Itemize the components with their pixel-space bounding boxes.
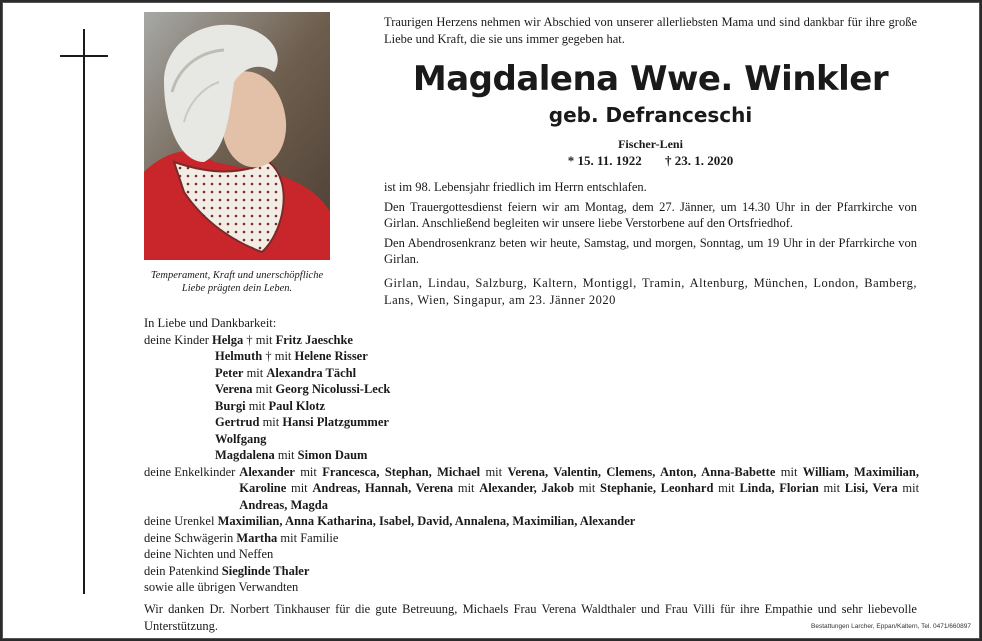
child-entry xyxy=(144,332,919,349)
with-word: mit xyxy=(578,481,596,495)
deceased-name: Magdalena Wwe. Winkler xyxy=(412,59,889,99)
birth-name: geb. Defranceschi xyxy=(548,103,753,127)
with-word: mit xyxy=(823,481,841,495)
partner-name: Helene Risser xyxy=(294,349,368,363)
children-list xyxy=(144,332,919,464)
portrait-photo xyxy=(144,12,330,260)
child-entry xyxy=(144,398,919,415)
with-word: mit xyxy=(262,415,280,429)
child-entry xyxy=(144,348,919,365)
service-info xyxy=(384,179,917,271)
with-word: mit xyxy=(457,481,475,495)
body-paragraph: Den Abendrosenkranz beten wir heute, Samstag, und morgen, Sonntag, um 19 Uhr in der Pfarrkirche von Girlan. xyxy=(384,235,917,266)
with-word: mit xyxy=(290,481,308,495)
child-name: Burgi xyxy=(215,398,246,413)
great-grandchildren-names: Maximilian, Anna Katharina, Isabel, David, Annalena, Maximilian, Alexander xyxy=(217,514,636,528)
with-word: mit xyxy=(277,448,295,462)
child-entry xyxy=(144,414,919,431)
with-word: mit xyxy=(718,481,735,495)
with-word: mit xyxy=(485,464,503,479)
sister-in-law-suffix: mit Familie xyxy=(280,530,339,545)
child-entry xyxy=(144,431,919,448)
with-word: mit xyxy=(780,464,798,479)
child-name: Gertrud xyxy=(215,415,260,429)
nickname: Fischer-Leni xyxy=(618,137,683,151)
grandchild-names: Linda, Florian xyxy=(739,481,819,495)
child-name: Helmuth xyxy=(215,349,263,363)
child-name: Magdalena xyxy=(215,448,275,462)
godchild-name: Sieglinde Thaler xyxy=(221,563,310,578)
child-entry xyxy=(144,381,919,398)
with-word: mit xyxy=(902,481,920,495)
grandchild-names: Andreas, Hannah, Verena xyxy=(312,481,454,495)
grandchildren-label: deine Enkelkinder xyxy=(144,464,236,479)
sister-in-law-label: deine Schwägerin xyxy=(144,530,234,545)
cross-mark: † xyxy=(246,332,253,347)
birth-date: * 15. 11. 1922 xyxy=(567,153,642,168)
partner-name: Georg Nicolussi-Leck xyxy=(275,382,391,396)
partner-name: Hansi Platzgummer xyxy=(282,415,389,429)
grandchild-names: Alexander xyxy=(239,464,295,479)
sister-in-law-name: Martha xyxy=(236,530,278,545)
with-word: mit xyxy=(274,349,292,363)
great-grandchildren xyxy=(144,513,919,530)
with-word: mit xyxy=(246,365,264,380)
death-date: † 23. 1. 2020 xyxy=(665,153,734,168)
cross-symbol-bar xyxy=(60,55,108,57)
child-name: Verena xyxy=(215,382,253,396)
places-and-date: Girlan, Lindau, Salzburg, Kaltern, Montiggl, Tramin, Altenburg, München, London, Bamberg, Lans, Wien, Singapur, am 23. Jänner 2020 xyxy=(384,276,917,307)
intro-text: Traurigen Herzens nehmen wir Abschied von unserer allerliebsten Mama und sind dankbar für ihre große Liebe und Kraft, die sie uns immer gegeben hat. xyxy=(384,15,917,46)
obituary-notice xyxy=(2,2,980,639)
family-heading: In Liebe und Dankbarkeit: xyxy=(144,316,277,330)
partner-name: Fritz Jaeschke xyxy=(275,332,353,347)
family-list xyxy=(144,315,919,596)
godchild-label: dein Patenkind xyxy=(144,563,219,578)
grandchild-names: Francesca, Stephan, Michael xyxy=(322,464,481,479)
children-label: deine Kinder xyxy=(144,332,209,347)
grandchildren xyxy=(144,464,919,514)
partner-name: Simon Daum xyxy=(297,448,368,462)
cross-mark: † xyxy=(265,349,272,363)
life-dates xyxy=(384,153,917,170)
grandchild-names: Stephanie, Leonhard xyxy=(600,481,714,495)
funeral-home-footer: Bestattungen Larcher, Eppan/Kaltern, Tel. 0471/660897 xyxy=(811,622,971,630)
great-grandchildren-label: deine Urenkel xyxy=(144,514,215,528)
with-word: mit xyxy=(300,464,317,479)
sister-in-law xyxy=(144,530,919,547)
child-entry xyxy=(144,447,919,464)
thanks-text: Wir danken Dr. Norbert Tinkhauser für die gute Betreuung, Michaels Frau Verena Waldthaler und Frau Villi für ihre Empathie und sehr liebevolle Unterstützung. xyxy=(144,602,917,633)
cross-symbol xyxy=(83,29,85,594)
nieces-nephews: deine Nichten und Neffen xyxy=(144,547,274,561)
child-entry xyxy=(144,365,919,382)
grandchild-names: Lisi, Vera xyxy=(844,481,898,495)
other-relatives: sowie alle übrigen Verwandten xyxy=(144,580,299,594)
photo-caption: Temperament, Kraft und unerschöpfliche Liebe prägten dein Leben. xyxy=(150,270,324,294)
grandchild-names: Alexander, Jakob xyxy=(479,481,575,495)
grandchild-names: Andreas, Magda xyxy=(239,497,328,512)
with-word: mit xyxy=(255,332,273,347)
grandchild-names: Verena, Valentin, Clemens, Anton, Anna-Babette xyxy=(507,464,776,479)
partner-name: Alexandra Tächl xyxy=(266,365,357,380)
child-name: Peter xyxy=(215,365,244,380)
with-word: mit xyxy=(255,382,273,396)
body-paragraph: Den Trauergottesdienst feiern wir am Montag, dem 27. Jänner, um 14.30 Uhr in der Pfarrkirche von Girlan. Anschließend begleiten wir unsere liebe Verstorbene auf den Ortsfriedhof. xyxy=(384,199,917,230)
partner-name: Paul Klotz xyxy=(268,398,326,413)
grandchildren-names xyxy=(239,464,919,514)
with-word: mit xyxy=(248,398,266,413)
grandchild-names: William, Maximilian, Karoline xyxy=(239,464,919,495)
godchild xyxy=(144,563,919,580)
child-name: Wolfgang xyxy=(215,431,267,446)
body-paragraph: ist im 98. Lebensjahr friedlich im Herrn entschlafen. xyxy=(384,180,647,194)
child-name: Helga xyxy=(212,332,244,347)
